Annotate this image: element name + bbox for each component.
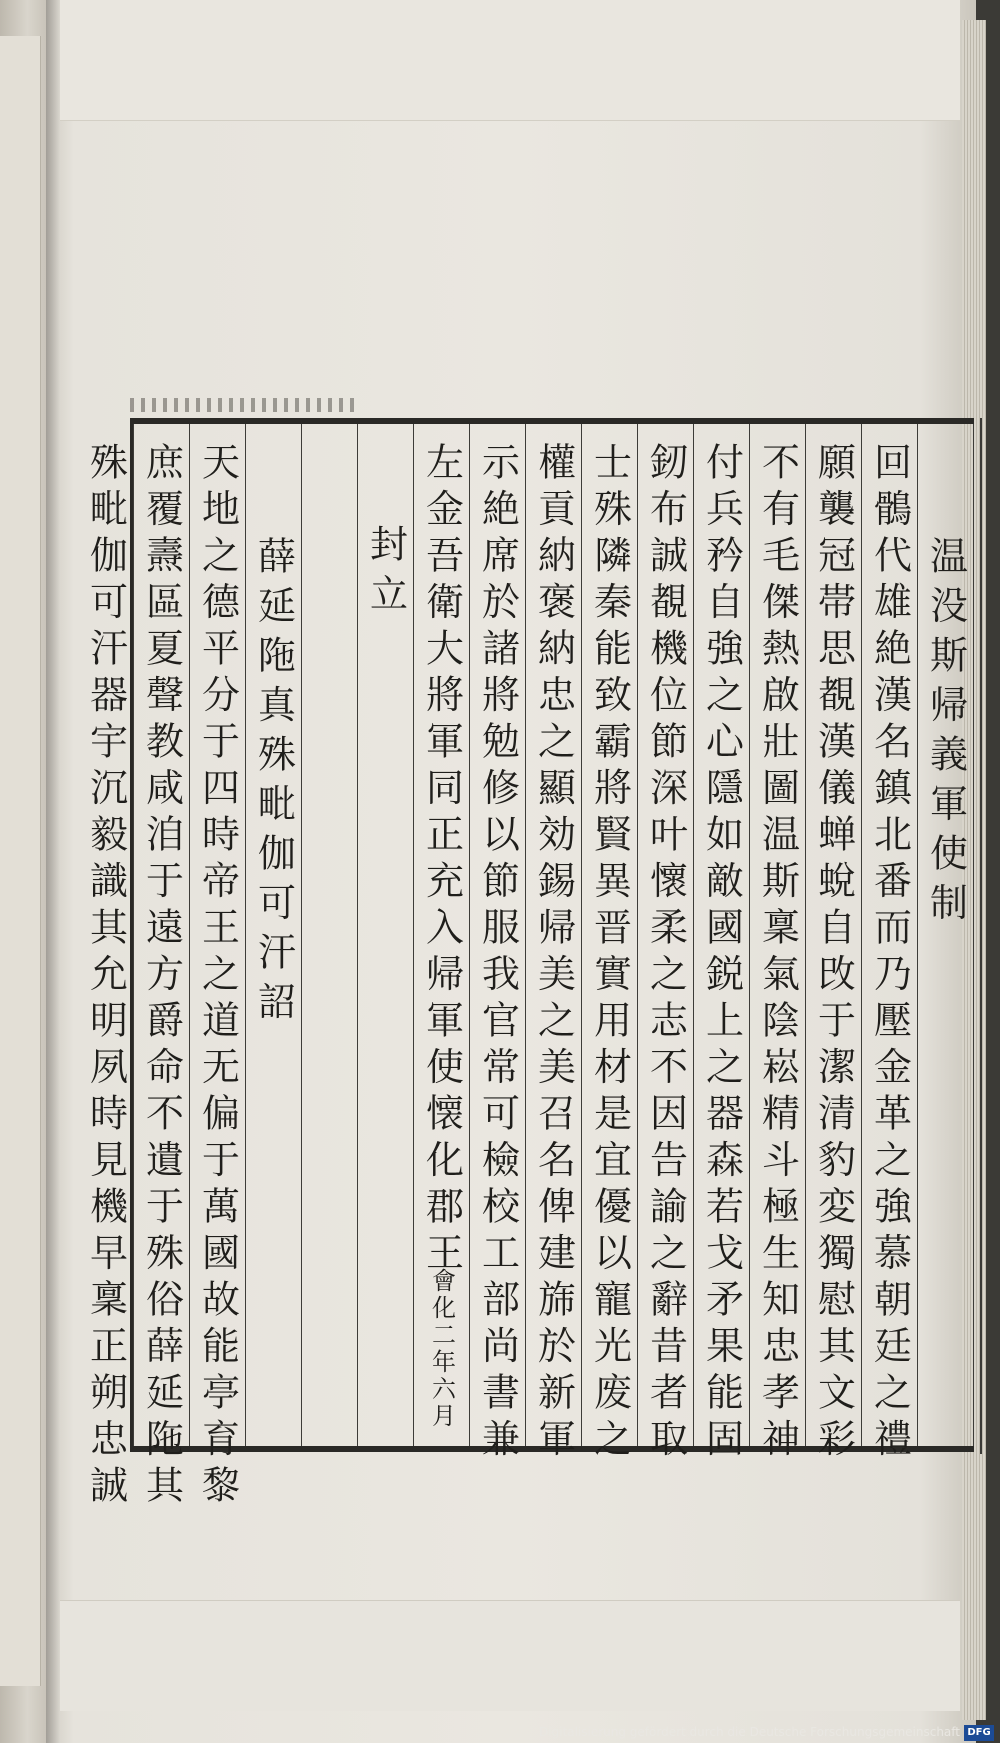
column-text: 付兵矜自強之心隱如敵國鋭上之器森若戈矛果能固	[699, 442, 744, 1465]
text-column	[134, 424, 190, 1512]
text-column	[806, 424, 862, 1465]
date-note: 會化二年六月	[427, 1268, 456, 1430]
text-column	[526, 424, 582, 1465]
top-paper-flap	[60, 0, 960, 121]
digitization-credit: Digitalisierung gefördert durch die Deutsche Forschungsgemeinschaft	[538, 1725, 960, 1739]
bottom-paper-flap	[60, 1600, 960, 1711]
column-text: 士殊隣秦能致霸將賢異晋實用材是宜優以寵光废之	[587, 442, 632, 1465]
gutter-shadow	[46, 0, 60, 1743]
column-text: 殊毗伽可汗器宇沉毅識其允明夙時見機早稟正朔忠誠	[83, 442, 128, 1512]
column-text: 天地之德平分于四時帝王之道无偏于萬國故能亭育黎	[195, 442, 240, 1512]
text-column	[582, 424, 638, 1465]
section-title: 薛延陁真殊毗伽可汗詔	[251, 536, 296, 1031]
dfg-logo: DFG	[964, 1725, 994, 1741]
column-text: 庶覆燾區夏聲教咸洎于遠方爵命不遺于殊俗薛延陁其	[139, 442, 184, 1512]
bleed-through-marks	[130, 398, 360, 412]
column-text: 回鶻代雄絶漢名鎮北番而乃壓金革之強慕朝廷之禮	[867, 442, 912, 1465]
text-column	[862, 424, 918, 1465]
text-column	[414, 424, 470, 1446]
column-text: 示絶席於諸將勉修以節服我官常可檢校工部尚書兼	[475, 442, 520, 1465]
text-column	[302, 424, 358, 1446]
column-text: 封立	[363, 524, 408, 623]
column-text: 左金吾衛大將軍同正充入帰軍使懐化郡王	[419, 442, 464, 1279]
text-frame	[83, 418, 974, 1512]
column-text: 權貢納褒納忠之顯効錫帰美之美召名俾建旆於新軍	[531, 442, 576, 1465]
text-column	[918, 424, 974, 1446]
column-text: 願襲冠帯思覩漢儀蝉蛻自攺于潔清豹変獨慰其文彩	[811, 442, 856, 1465]
column-text: 釰布誠覩機位節深叶懷柔之志不因告諭之辭昔者取	[643, 442, 688, 1465]
text-column	[78, 424, 134, 1512]
text-column	[358, 424, 414, 1446]
document-title: 温没斯帰義軍使制	[923, 536, 968, 932]
text-column	[470, 424, 526, 1465]
text-column	[638, 424, 694, 1465]
column-text: 不有毛傑熱啟壯圖温斯稟氣陰崧精斗極生知忠孝神	[755, 442, 800, 1465]
left-page-flap	[0, 36, 41, 1686]
text-column	[750, 424, 806, 1465]
text-column	[246, 424, 302, 1446]
text-column	[694, 424, 750, 1465]
text-column	[190, 424, 246, 1512]
